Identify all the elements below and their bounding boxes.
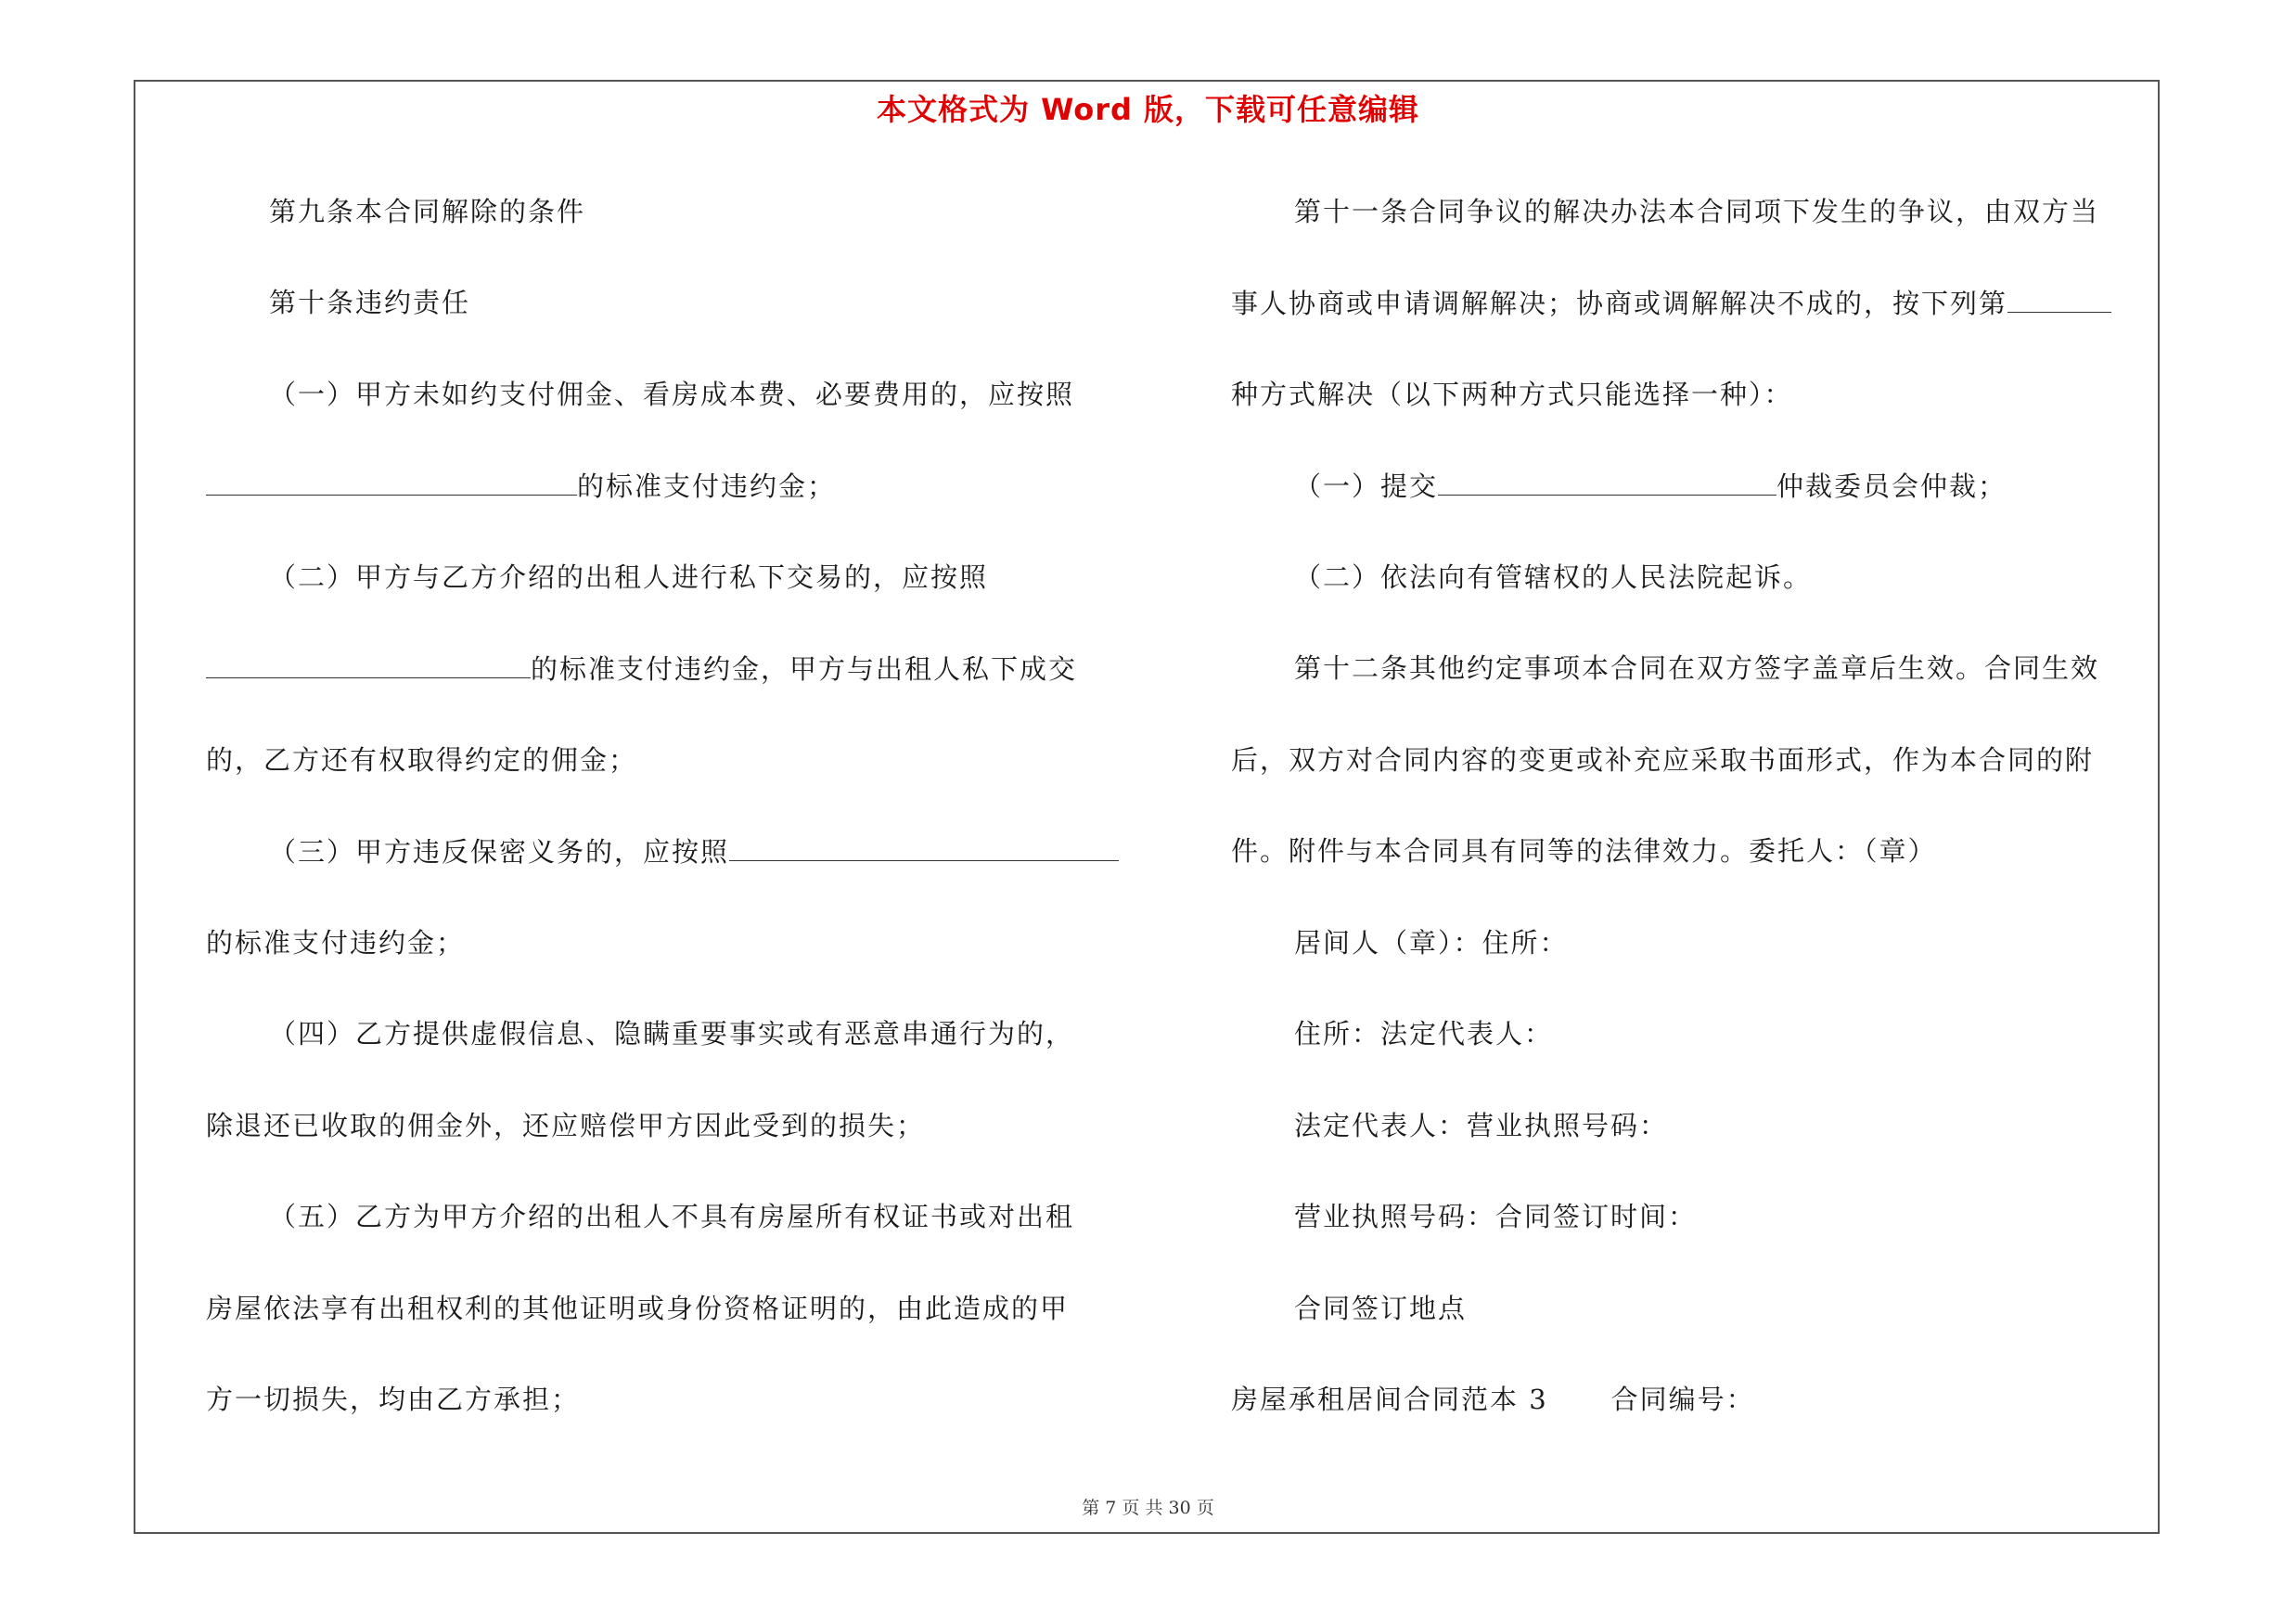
clause-10-item-5-end: 方一切损失，均由乙方承担； — [206, 1384, 581, 1415]
signature-place: 合同签订地点 — [1294, 1293, 1468, 1324]
clause-10-item-1: （一）甲方未如约支付佣金、看房成本费、必要费用的，应按照 — [269, 379, 1075, 410]
clause-11-methods: 种方式解决（以下两种方式只能选择一种）： — [1231, 379, 1793, 410]
clause-10-item-4: （四）乙方提供虚假信息、隐瞒重要事实或有恶意串通行为的， — [269, 1018, 1075, 1050]
clause-10-item-4-cont: 除退还已收取的佣金外，还应赔偿甲方因此受到的损失； — [206, 1110, 926, 1141]
signature-intermediary: 居间人（章）：住所： — [1294, 927, 1569, 959]
next-contract-title: 房屋承租居间合同范本 3 — [1231, 1384, 1548, 1415]
clause-10-item-3-cont: 的标准支付违约金； — [206, 927, 466, 959]
clause-10-item-3: （三）甲方违反保密义务的，应按照 — [206, 832, 1119, 869]
clause-12-cont: 后，双方对合同内容的变更或补充应采取书面形式，作为本合同的附 — [1231, 744, 2095, 776]
clause-10-item-2-end: 的，乙方还有权取得约定的佣金； — [206, 744, 638, 776]
fill-blank — [206, 467, 577, 496]
clause-12-title: 第十二条其他约定事项本合同在双方签字盖章后生效。合同生效 — [1294, 652, 2100, 684]
page-number: 第 7 页 共 30 页 — [1082, 1498, 1214, 1518]
clause-10-item-2-cont: 的标准支付违约金，甲方与出租人私下成交 — [206, 650, 1077, 687]
signature-license: 营业执照号码：合同签订时间： — [1294, 1201, 1698, 1232]
clause-11-cont: 事人协商或申请调解解决；协商或调解解决不成的，按下列第 — [1231, 284, 2111, 321]
clause-10-item-2: （二）甲方与乙方介绍的出租人进行私下交易的，应按照 — [269, 561, 989, 593]
fill-blank — [206, 650, 531, 678]
clause-11-item-2: （二）依法向有管辖权的人民法院起诉。 — [1294, 561, 1813, 593]
signature-legal-rep: 法定代表人：营业执照号码： — [1294, 1110, 1669, 1141]
clause-10-item-5-cont: 房屋依法享有出租权利的其他证明或身份资格证明的，由此造成的甲 — [206, 1293, 1070, 1324]
clause-10-item-5: （五）乙方为甲方介绍的出租人不具有房屋所有权证书或对出租 — [269, 1201, 1075, 1232]
fill-blank — [729, 832, 1119, 861]
fill-blank — [2007, 284, 2111, 313]
signature-address: 住所：法定代表人： — [1294, 1018, 1554, 1050]
clause-11-title: 第十一条合同争议的解决办法本合同项下发生的争议，由双方当 — [1294, 196, 2100, 227]
fill-blank — [1438, 467, 1777, 496]
clause-10-title: 第十条违约责任 — [269, 287, 471, 318]
word-format-banner: 本文格式为 Word 版，下载可任意编辑 — [876, 92, 1420, 127]
clause-12-end: 件。附件与本合同具有同等的法律效力。委托人：（章） — [1231, 835, 1937, 867]
clause-9-title: 第九条本合同解除的条件 — [269, 196, 586, 227]
next-contract-heading — [1231, 1381, 1755, 1418]
clause-11-item-1: （一）提交 仲裁委员会仲裁； — [1231, 467, 2007, 504]
contract-number-label: 合同编号： — [1610, 1384, 1755, 1415]
clause-10-item-1-cont: 的标准支付违约金； — [206, 467, 836, 504]
